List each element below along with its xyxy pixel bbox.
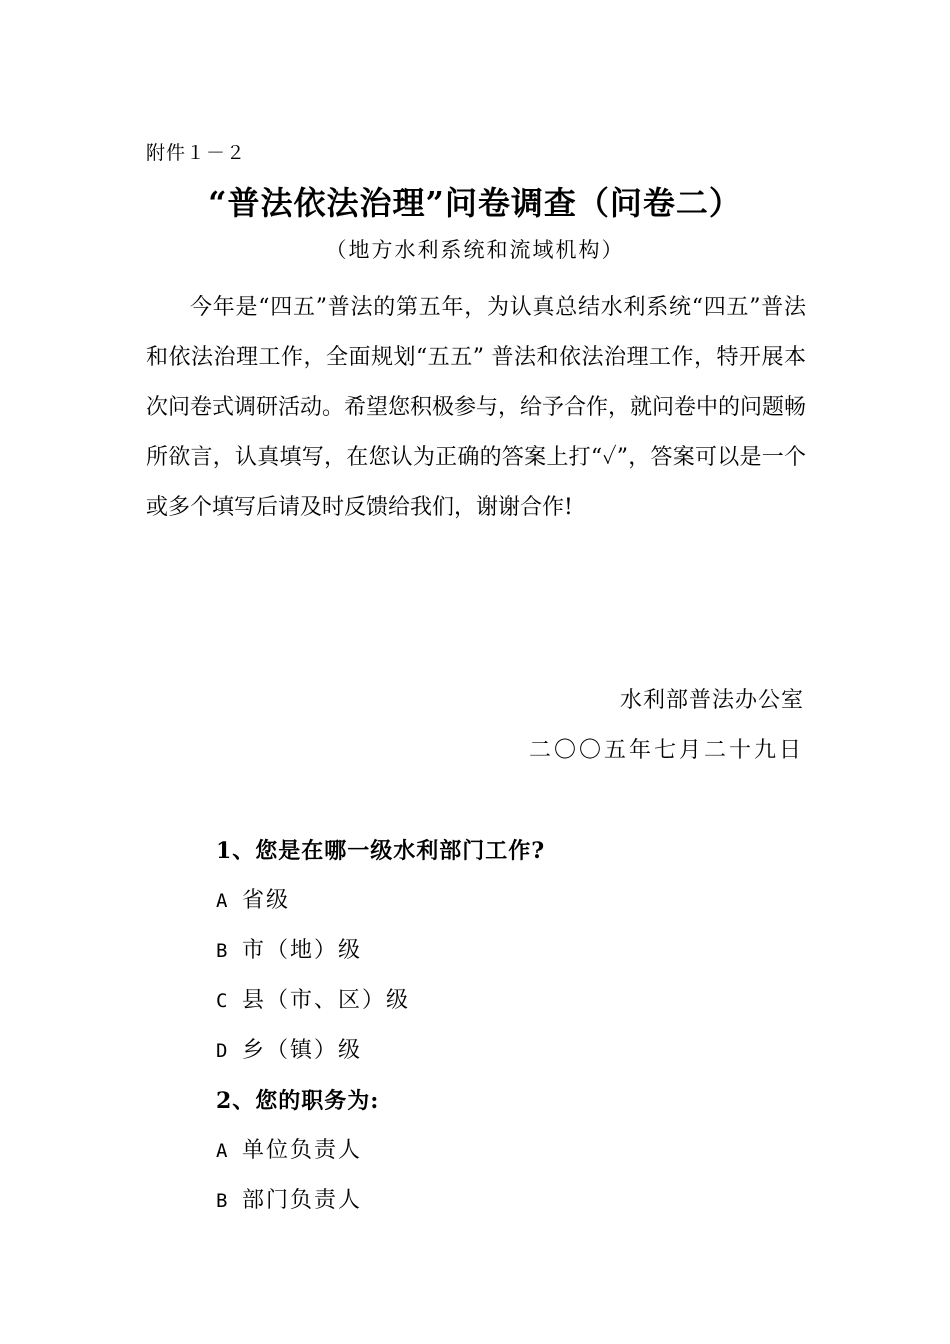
question-title: 1、您是在哪一级水利部门工作? (216, 838, 546, 864)
option-letter: A (216, 1140, 230, 1162)
question-option[interactable] (216, 976, 816, 1026)
question-option[interactable] (216, 926, 816, 976)
signature-date: 二〇〇五年七月二十九日 (528, 738, 804, 763)
question-2 (216, 1076, 816, 1226)
attachment-label: 附件１－２ (146, 142, 247, 164)
question-option[interactable] (216, 1126, 816, 1176)
question-1 (216, 826, 816, 1076)
page-title: “普法依法治理”问卷调查（问卷二） (208, 184, 742, 222)
question-title: 2、您的职务为: (216, 1088, 380, 1114)
option-letter: B (216, 1190, 230, 1212)
question-option[interactable] (216, 876, 816, 926)
option-text: 县（市、区）级 (242, 988, 411, 1013)
question-option[interactable] (216, 1026, 816, 1076)
option-text: 部门负责人 (242, 1188, 363, 1213)
option-text: 省级 (242, 888, 291, 913)
option-letter: B (216, 940, 230, 962)
intro-section (146, 283, 806, 533)
option-letter: A (216, 890, 230, 912)
signature-office: 水利部普法办公室 (619, 688, 804, 713)
option-letter: C (216, 990, 230, 1012)
option-text: 市（地）级 (242, 938, 363, 963)
page-subtitle: （地方水利系统和流域机构） (325, 238, 625, 262)
questions-section (216, 826, 816, 1226)
question-option[interactable] (216, 1176, 816, 1226)
option-text: 乡（镇）级 (242, 1038, 363, 1063)
option-letter: D (216, 1040, 230, 1062)
option-text: 单位负责人 (242, 1138, 363, 1163)
intro-paragraph: 今年是“四五”普法的第五年，为认真总结水利系统“四五”普法和依法治理工作，全面规划“五五” 普法和依法治理工作，特开展本次问卷式调研活动。希望您积极参与，给予合作，就问卷中的问题畅所欲言，认真填写，在您认为正确的答案上打“✓”，答案可以是一个或多个填写后请及时反馈给我们，谢谢合作! (146, 295, 807, 520)
